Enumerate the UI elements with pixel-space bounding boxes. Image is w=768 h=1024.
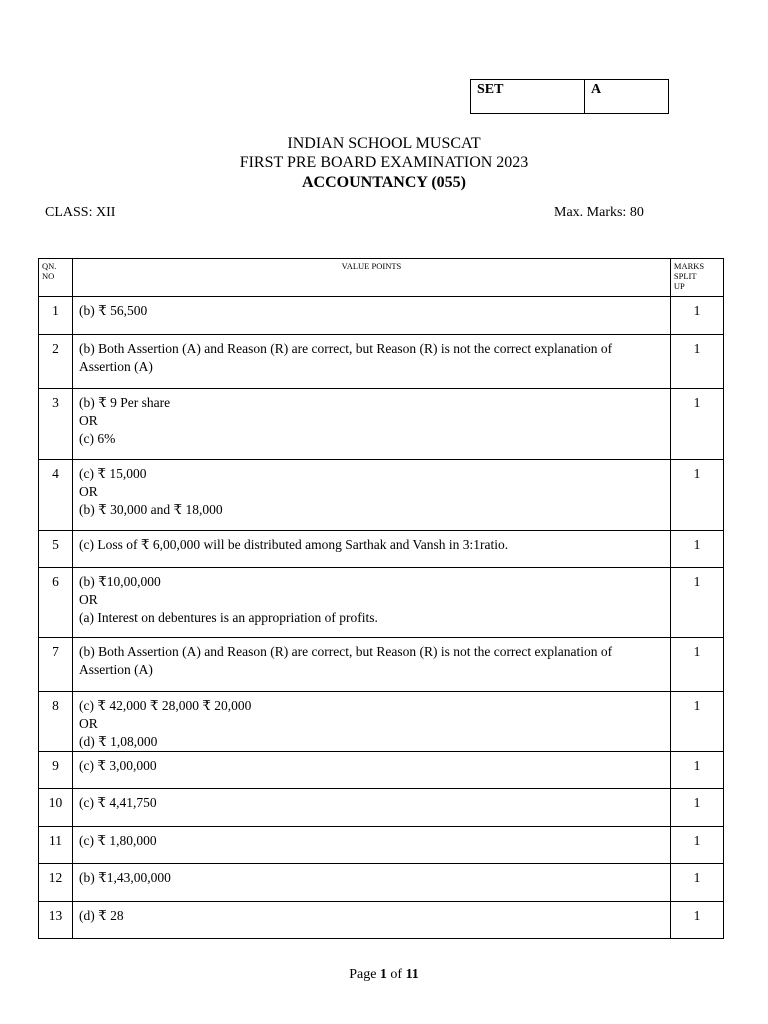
marks-value: 1 bbox=[670, 864, 723, 902]
value-point bbox=[73, 335, 671, 389]
question-number: 11 bbox=[39, 827, 73, 864]
table-row bbox=[39, 297, 724, 335]
table-row bbox=[39, 335, 724, 389]
question-number: 2 bbox=[39, 335, 73, 389]
table-row bbox=[39, 692, 724, 752]
value-point bbox=[73, 864, 671, 902]
value-point bbox=[73, 568, 671, 638]
value-point bbox=[73, 789, 671, 827]
footer-middle: of bbox=[386, 967, 406, 982]
value-point-line: (d) ₹ 1,08,000 bbox=[79, 734, 158, 749]
answer-key-table bbox=[38, 258, 724, 939]
value-point bbox=[73, 531, 671, 568]
marks-value: 1 bbox=[670, 692, 723, 752]
table-row bbox=[39, 389, 724, 460]
marks-value: 1 bbox=[670, 789, 723, 827]
value-point-line: (b) Both Assertion (A) and Reason (R) are correct, but Reason (R) is not the correct explanation of Assertion (A) bbox=[79, 341, 613, 374]
table-row bbox=[39, 531, 724, 568]
question-number: 12 bbox=[39, 864, 73, 902]
question-number: 9 bbox=[39, 752, 73, 789]
marks-header bbox=[670, 259, 723, 297]
value-point-line: OR bbox=[79, 592, 98, 607]
table-row bbox=[39, 789, 724, 827]
value-point bbox=[73, 389, 671, 460]
qn-header-line2: NO bbox=[42, 271, 55, 281]
set-label: SET bbox=[471, 80, 585, 113]
footer-current-page: 1 bbox=[379, 967, 387, 982]
value-points-header: VALUE POINTS bbox=[73, 259, 671, 297]
marks-header-line3: UP bbox=[673, 281, 685, 291]
class-label: CLASS: XII bbox=[45, 205, 116, 220]
exam-name: FIRST PRE BOARD EXAMINATION 2023 bbox=[239, 154, 529, 171]
value-point-line: (c) ₹ 3,00,000 bbox=[79, 758, 157, 773]
question-number: 7 bbox=[39, 638, 73, 692]
marks-value: 1 bbox=[670, 568, 723, 638]
value-point-line: (c) ₹ 15,000 bbox=[79, 466, 147, 481]
set-box bbox=[470, 79, 669, 114]
question-number: 13 bbox=[39, 902, 73, 939]
marks-value: 1 bbox=[670, 752, 723, 789]
set-value: A bbox=[591, 82, 602, 97]
question-number: 6 bbox=[39, 568, 73, 638]
max-marks-label: Max. Marks: 80 bbox=[554, 205, 644, 220]
value-point-line: (d) ₹ 28 bbox=[79, 908, 124, 923]
marks-value: 1 bbox=[670, 638, 723, 692]
marks-header-line1: MARKS bbox=[673, 261, 705, 271]
subject-title: ACCOUNTANCY (055) bbox=[302, 174, 466, 191]
value-point bbox=[73, 638, 671, 692]
value-point bbox=[73, 297, 671, 335]
marks-value: 1 bbox=[670, 827, 723, 864]
page-footer bbox=[0, 967, 768, 983]
value-point bbox=[73, 902, 671, 939]
marks-value: 1 bbox=[670, 297, 723, 335]
value-point bbox=[73, 752, 671, 789]
table-row bbox=[39, 638, 724, 692]
question-number: 8 bbox=[39, 692, 73, 752]
value-point bbox=[73, 692, 671, 752]
question-number: 10 bbox=[39, 789, 73, 827]
question-number: 4 bbox=[39, 460, 73, 531]
table-header-row bbox=[39, 259, 724, 297]
marks-header-line2: SPLIT bbox=[673, 271, 697, 281]
table-row bbox=[39, 827, 724, 864]
value-point-line: (c) ₹ 1,80,000 bbox=[79, 833, 157, 848]
qn-header-line1: QN. bbox=[42, 261, 57, 271]
marks-value: 1 bbox=[670, 902, 723, 939]
marks-value: 1 bbox=[670, 335, 723, 389]
value-point-line: (b) ₹ 30,000 and ₹ 18,000 bbox=[79, 502, 223, 517]
marks-value: 1 bbox=[670, 389, 723, 460]
value-point-line: (a) Interest on debentures is an appropriation of profits. bbox=[79, 610, 378, 625]
question-number: 1 bbox=[39, 297, 73, 335]
value-point-line: (c) ₹ 42,000 ₹ 28,000 ₹ 20,000 bbox=[79, 698, 252, 713]
value-point-line: (b) ₹ 56,500 bbox=[79, 303, 148, 318]
value-point bbox=[73, 827, 671, 864]
marks-value: 1 bbox=[670, 460, 723, 531]
value-point-line: OR bbox=[79, 484, 98, 499]
value-point bbox=[73, 460, 671, 531]
value-point-line: OR bbox=[79, 716, 98, 731]
value-point-line: (c) ₹ 4,41,750 bbox=[79, 795, 157, 810]
table-row bbox=[39, 460, 724, 531]
qn-header bbox=[39, 259, 73, 297]
footer-prefix: Page bbox=[349, 967, 380, 982]
footer-total-pages: 11 bbox=[405, 967, 419, 982]
value-point-line: (c) 6% bbox=[79, 431, 116, 446]
table-row bbox=[39, 752, 724, 789]
table-row bbox=[39, 902, 724, 939]
value-point-line: (b) ₹1,43,00,000 bbox=[79, 870, 171, 885]
value-point-line: (b) ₹10,00,000 bbox=[79, 574, 161, 589]
value-point-line: (b) Both Assertion (A) and Reason (R) are correct, but Reason (R) is not the correct explanation of Assertion (A) bbox=[79, 644, 613, 677]
value-point-line: OR bbox=[79, 413, 98, 428]
question-number: 3 bbox=[39, 389, 73, 460]
value-point-line: (b) ₹ 9 Per share bbox=[79, 395, 171, 410]
table-row bbox=[39, 864, 724, 902]
question-number: 5 bbox=[39, 531, 73, 568]
table-row bbox=[39, 568, 724, 638]
marks-value: 1 bbox=[670, 531, 723, 568]
school-name: INDIAN SCHOOL MUSCAT bbox=[287, 135, 481, 152]
value-point-line: (c) Loss of ₹ 6,00,000 will be distributed among Sarthak and Vansh in 3:1ratio. bbox=[79, 537, 509, 552]
